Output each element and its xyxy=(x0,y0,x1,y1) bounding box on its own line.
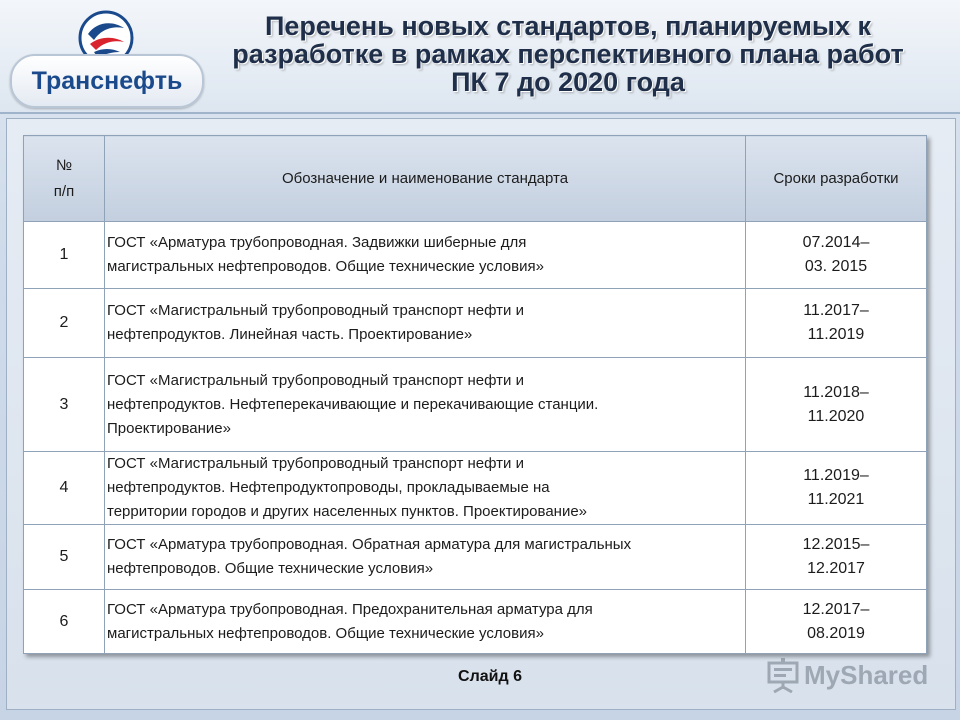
row-date-to: 12.2017 xyxy=(807,560,865,577)
standards-table xyxy=(23,135,927,654)
presentation-board-icon xyxy=(766,657,800,693)
header-num xyxy=(24,136,105,222)
row-num: 2 xyxy=(24,289,105,358)
row-num: 4 xyxy=(24,452,105,525)
row-date-to: 11.2021 xyxy=(807,491,865,508)
row-num: 6 xyxy=(24,590,105,654)
row-name-line: Проектирование» xyxy=(107,419,231,437)
row-date-from: 11.2019– xyxy=(803,467,869,484)
row-date xyxy=(746,590,927,654)
row-date xyxy=(746,222,927,289)
row-name-line: ГОСТ «Магистральный трубопроводный транспорт нефти и xyxy=(107,371,524,389)
row-date-to: 11.2020 xyxy=(807,407,865,425)
row-date xyxy=(746,358,927,452)
row-date-from: 12.2015– xyxy=(802,536,870,553)
row-date-from: 11.2017– xyxy=(803,302,869,319)
row-name-line: магистральных нефтепроводов. Общие технические условия» xyxy=(107,624,544,642)
title-line: разработке в рамках перспективного плана работ xyxy=(232,39,904,69)
row-name xyxy=(105,525,746,590)
row-name xyxy=(105,222,746,289)
row-date xyxy=(746,525,927,590)
row-name xyxy=(105,358,746,452)
header-date: Сроки разработки xyxy=(746,136,927,222)
row-name xyxy=(105,590,746,654)
row-date-to: 11.2019 xyxy=(807,326,865,343)
header-name: Обозначение и наименование стандарта xyxy=(105,136,746,222)
row-name xyxy=(105,452,746,525)
row-name-line: территории городов и других населенных пунктов. Проектирование» xyxy=(107,503,588,520)
table-header-row xyxy=(24,136,927,222)
slide-number-label: Слайд 6 xyxy=(458,668,522,685)
page-title xyxy=(212,12,924,96)
row-name-line: нефтепродуктов. Нефтепродуктопроводы, прокладываемые на xyxy=(107,479,550,496)
myshared-watermark xyxy=(766,655,946,695)
table-row xyxy=(24,590,927,654)
row-name-line: ГОСТ «Арматура трубопроводная. Обратная арматура для магистральных xyxy=(107,536,632,553)
table-row xyxy=(24,289,927,358)
logo-text: Транснефть xyxy=(31,66,183,95)
row-name xyxy=(105,289,746,358)
row-name-line: ГОСТ «Арматура трубопроводная. Предохранительная арматура для xyxy=(107,600,593,618)
row-name-line: ГОСТ «Магистральный трубопроводный транспорт нефти и xyxy=(107,302,524,319)
row-name-line: магистральных нефтепроводов. Общие технические условия» xyxy=(107,258,544,275)
row-name-line: ГОСТ «Арматура трубопроводная. Задвижки шиберные для xyxy=(107,234,527,251)
row-date xyxy=(746,452,927,525)
logo-plate xyxy=(10,54,204,108)
row-date-to: 03. 2015 xyxy=(804,258,868,275)
row-num: 3 xyxy=(24,358,105,452)
row-date xyxy=(746,289,927,358)
row-name-line: нефтепродуктов. Линейная часть. Проектирование» xyxy=(107,326,473,343)
table-row xyxy=(24,452,927,525)
row-name-line: ГОСТ «Магистральный трубопроводный транспорт нефти и xyxy=(107,455,524,472)
title-line: ПК 7 до 2020 года xyxy=(451,67,685,97)
header-num-symbol: № xyxy=(55,156,73,174)
row-date-to: 08.2019 xyxy=(807,624,865,642)
company-logo xyxy=(8,8,198,104)
table-row xyxy=(24,358,927,452)
row-date-from: 11.2018– xyxy=(803,383,869,401)
header-num-abbr: п/п xyxy=(53,182,75,200)
row-num: 5 xyxy=(24,525,105,590)
row-date-from: 07.2014– xyxy=(802,234,870,251)
watermark-text: MyShared xyxy=(804,659,929,690)
row-name-line: нефтепродуктов. Нефтеперекачивающие и перекачивающие станции. xyxy=(107,395,599,413)
title-line: Перечень новых стандартов, планируемых к xyxy=(264,11,872,41)
row-name-line: нефтепроводов. Общие технические условия» xyxy=(107,560,434,577)
table-row xyxy=(24,525,927,590)
row-date-from: 12.2017– xyxy=(802,600,870,618)
row-num: 1 xyxy=(24,222,105,289)
table-row xyxy=(24,222,927,289)
